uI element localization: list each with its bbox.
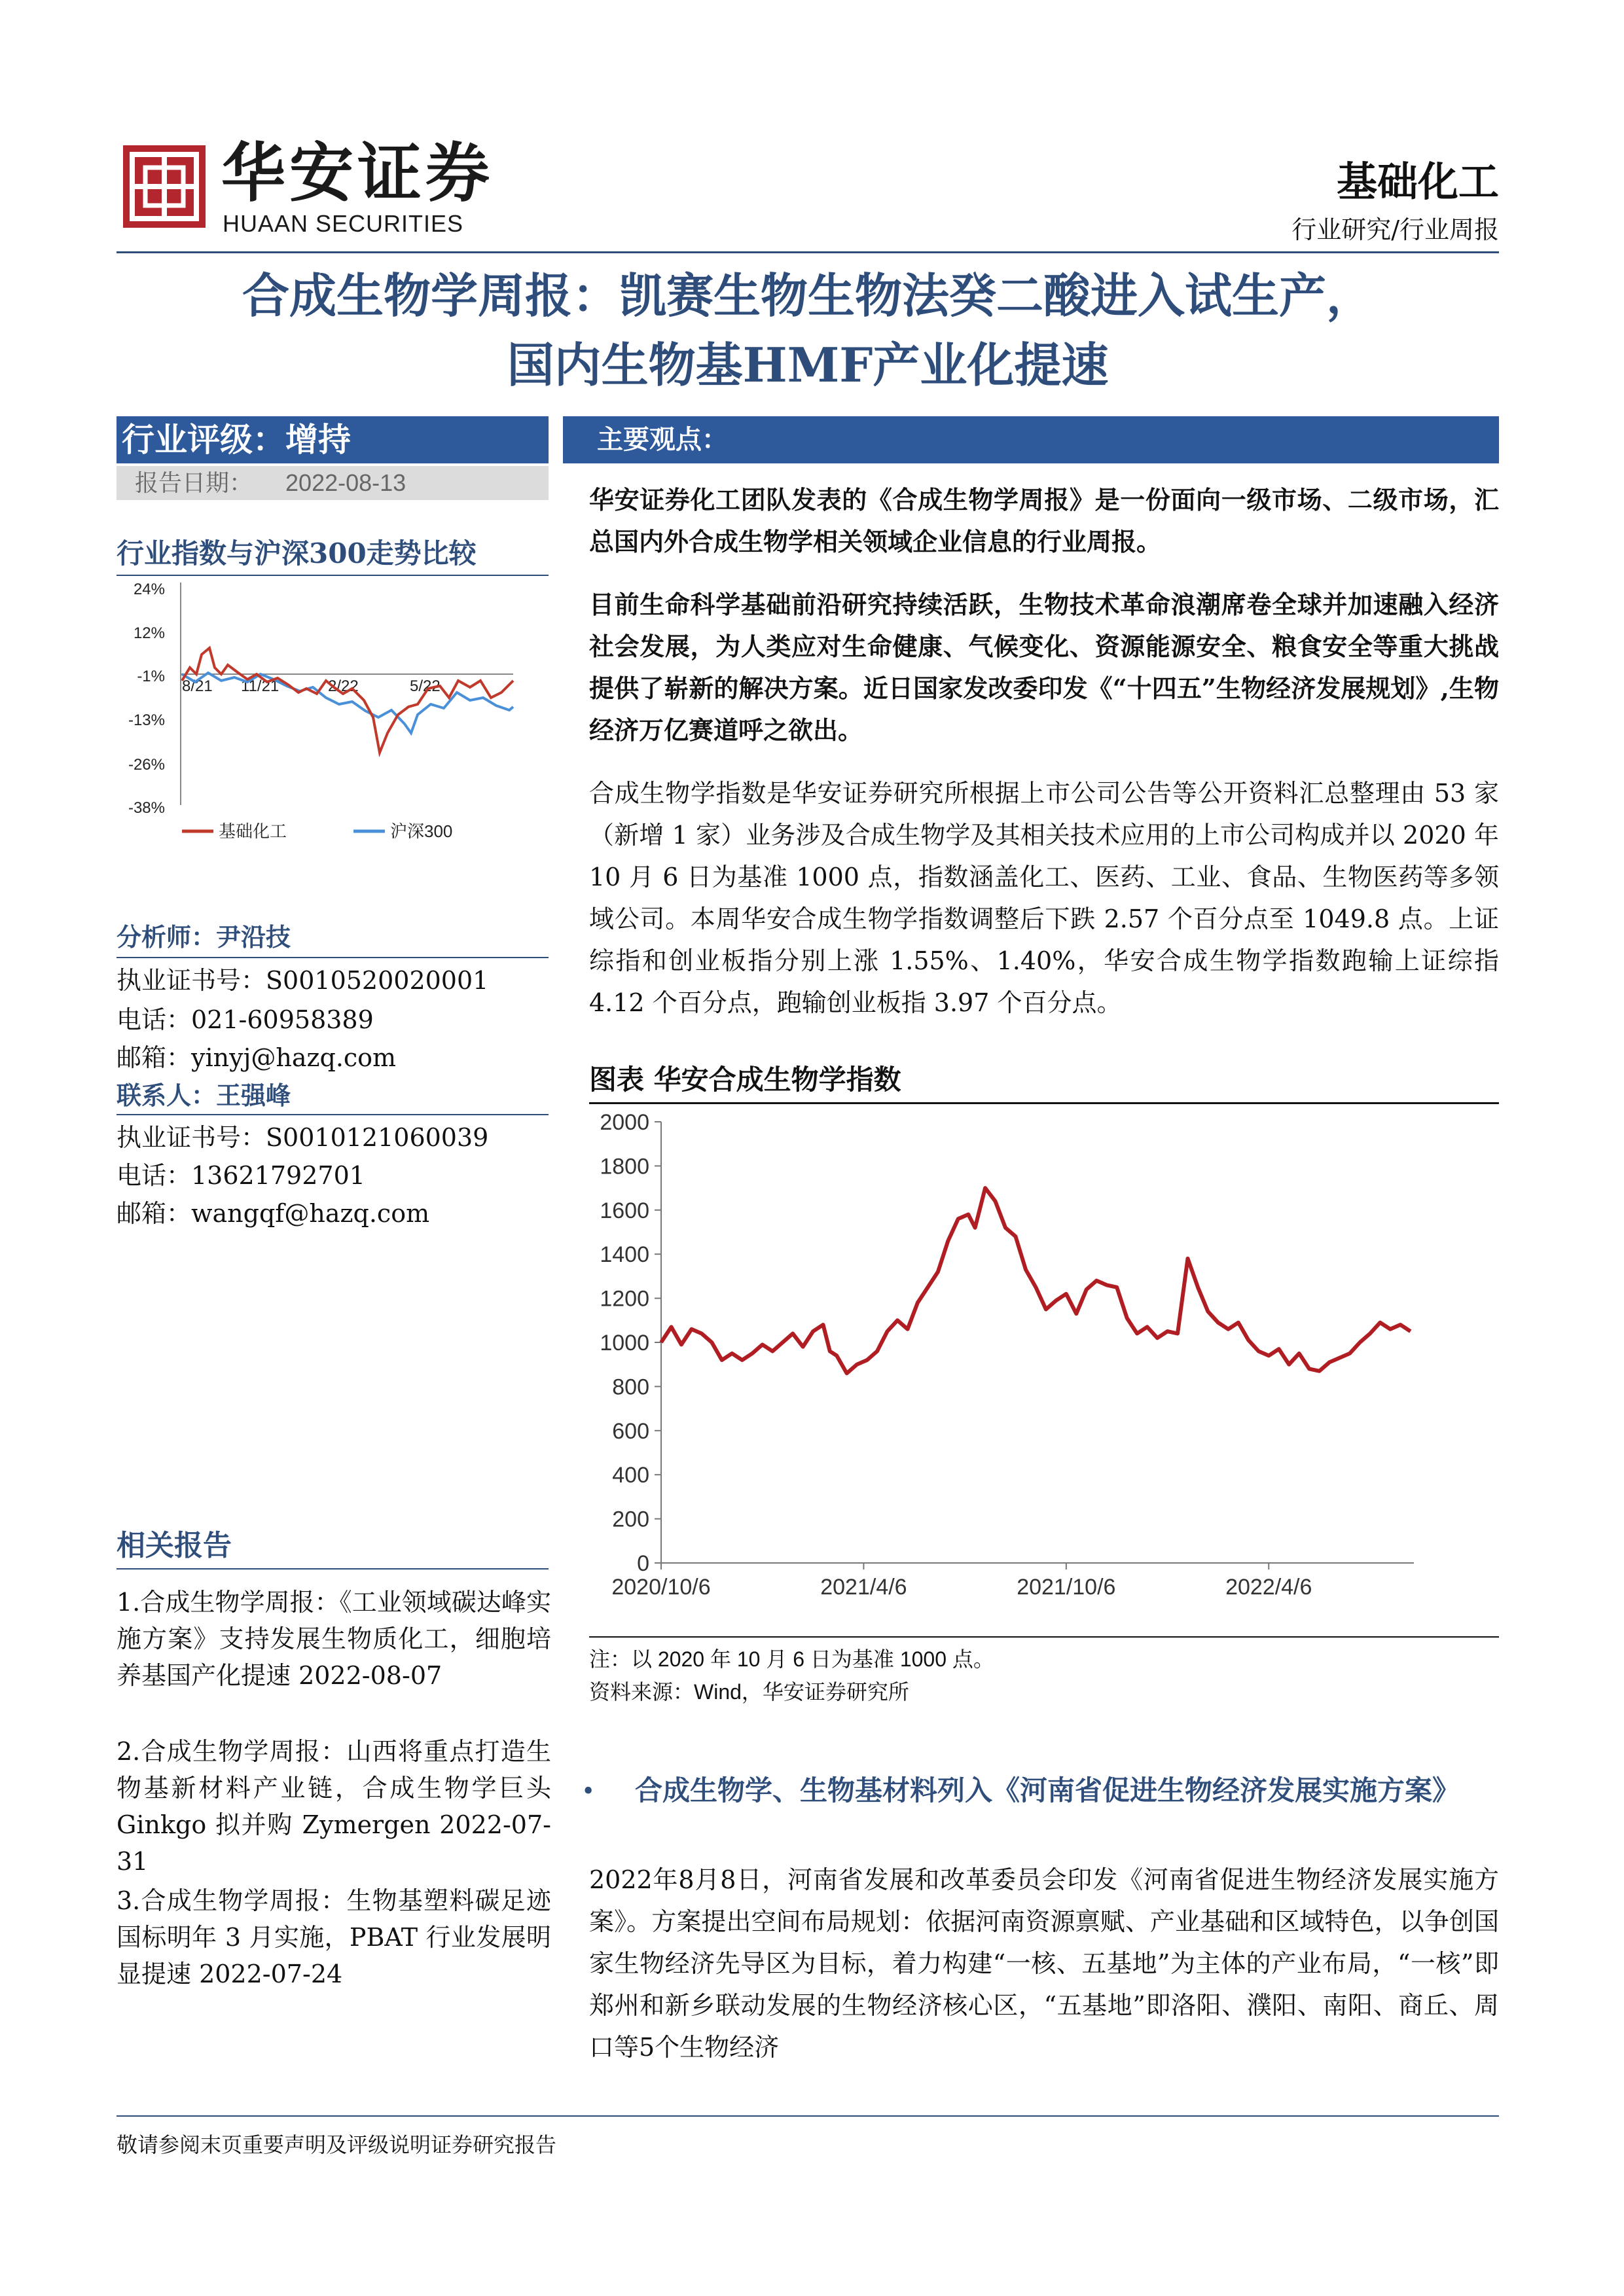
contact-label: 联系人：王强峰 [117,1081,291,1110]
analyst-rule [117,957,549,958]
report-title-line1: 合成生物学周报：凯赛生物生物法癸二酸进入试生产， [242,268,1373,323]
bullet-headline: 合成生物学、生物基材料列入《河南省促进生物经济发展实施方案》 [635,1774,1460,1806]
brand-cn: 华安证券 [221,135,494,211]
y-tick-label: 1000 [600,1331,649,1355]
contact-email[interactable]: 邮箱：wangqf@hazq.com [117,1199,430,1228]
main-views-bar [563,416,1499,463]
contact-phone: 电话：13621792701 [117,1161,365,1190]
logo-mark [122,144,207,229]
report-date-label: 报告日期： [135,470,253,497]
related-report-item[interactable]: 1.合成生物学周报：《工业领域碳达峰实施方案》支持发展生物质化工，细胞培养基国产化提速 2022-08-07 [117,1588,551,1690]
main-views-heading: 主要观点： [597,424,728,455]
mini-x-tick: 11/21 [241,677,280,695]
x-tick-label: 2021/4/6 [820,1575,907,1600]
y-tick-label: 800 [612,1374,649,1400]
bullet-icon: • [581,1778,596,1805]
chart-title-rule [589,1102,1499,1104]
analyst-email[interactable]: 邮箱：yinyj@hazq.com [117,1043,397,1072]
main-chart [589,1105,1499,1628]
sector-name: 基础化工 [1336,158,1499,206]
header-rule [117,251,1499,253]
report-category: 行业研究/行业周报 [1291,215,1499,244]
related-report-item[interactable]: 2.合成生物学周报：山西将重点打造生物基新材料产业链，合成生物学巨头 Ginkgo 拟并购 Zymergen 2022-07-31 [117,1737,551,1876]
y-tick-label: 0 [637,1551,649,1576]
y-tick-label: 200 [612,1507,649,1532]
paragraph-background: 目前生命科学基础前沿研究持续活跃，生物技术革命浪潮席卷全球并加速融入经济社会发展，为人类应对生命健康、气候变化、资源能源安全、粮食安全等重大挑战提供了崭新的解决方案。近日国家发改委印发《“十四五”生物经济发展规划》,生物经济万亿赛道呼之欲出。 [589,590,1499,745]
chart-title: 图表 华安合成生物学指数 [589,1064,901,1096]
related-report-item[interactable]: 3.合成生物学周报：生物基塑料碳足迹国标明年 3 月实施，PBAT 行业发展明显提速 2022-07-24 [117,1886,551,1988]
brand-en: HUAAN SECURITIES [223,210,464,237]
contact-cert: 执业证书号：S0010121060039 [117,1123,489,1152]
chart-bottom-rule [589,1636,1499,1638]
rating-label: 行业评级：增持 [122,420,351,459]
mini-line-sector [182,648,513,753]
y-tick-label: 400 [612,1463,649,1488]
mini-x-tick: 2/22 [328,677,359,695]
mini-y-tick: -38% [128,799,165,817]
analyst-cert: 执业证书号：S0010520020001 [117,966,489,995]
y-tick-label: 1800 [600,1154,649,1179]
mini-y-tick: -13% [128,711,165,729]
report-date-row [117,466,549,500]
analyst-label: 分析师：尹沿技 [117,922,291,952]
footer-rule [117,2115,1499,2117]
paragraph-intro: 华安证券化工团队发表的《合成生物学周报》是一份面向一级市场、二级市场，汇总国内外合成生物学相关领域企业信息的行业周报。 [589,485,1499,556]
footer-disclaimer: 敬请参阅末页重要声明及评级说明证券研究报告 [117,2132,557,2157]
mini-x-tick: 5/22 [410,677,441,695]
mini-chart [117,576,549,870]
mini-y-tick: 24% [133,581,165,598]
report-title-line2: 国内生物基HMF产业化提速 [507,337,1109,393]
x-tick-label: 2021/10/6 [1017,1575,1116,1600]
rating-bar [117,416,549,463]
y-tick-label: 2000 [600,1110,649,1135]
paragraph-henan: 2022年8月8日，河南省发展和改革委员会印发《河南省促进生物经济发展实施方案》。方案提出空间布局规划：依据河南资源禀赋、产业基础和区域特色，以争创国家生物经济先导区为目标，着力构建“一核、五基地”为主体的产业布局，“一核”即郑州和新乡联动发展的生物经济核心区，“五基地”即洛阳、濮阳、南阳、商丘、周口等5个生物经济 [589,1865,1499,2062]
report-date: 2022-08-13 [285,469,406,496]
related-rule [117,1568,549,1570]
y-tick-label: 1400 [600,1242,649,1268]
series-line [661,1188,1411,1373]
x-tick-label: 2020/10/6 [611,1575,711,1600]
y-tick-label: 1600 [600,1198,649,1223]
contact-rule [117,1114,549,1115]
mini-y-tick: -1% [137,668,165,685]
mini-y-tick: -26% [128,756,165,774]
y-tick-label: 600 [612,1418,649,1444]
chart-source: 资料来源：Wind，华安证券研究所 [589,1680,909,1704]
mini-legend-index: 沪深300 [390,821,453,841]
x-tick-label: 2022/4/6 [1225,1575,1312,1600]
mini-legend-sector: 基础化工 [219,821,287,841]
analyst-phone: 电话：021-60958389 [117,1005,374,1034]
chart-note: 注：以 2020 年 10 月 6 日为基准 1000 点。 [589,1647,994,1671]
mini-y-tick: 12% [133,624,165,642]
paragraph-index: 合成生物学指数是华安证券研究所根据上市公司公告等公开资料汇总整理由 53 家（新增 1 家）业务涉及合成生物学及其相关技术应用的上市公司构成并以 2020 年 10 月 6 日为基准 1000 点，指数涵盖化工、医药、工业、食品、生物医药等多领域公司。本周华安合成生物学指数调整后下跌 2.57 个百分点至 1049.8 点。上证综指和创业板指分别上涨 1.55%、1.40%，华安合成生物学指数跑输上证综指 4.12 个百分点，跑输创业板指 3.97 个百分点。 [589,779,1499,1017]
related-reports-heading: 相关报告 [117,1529,232,1562]
y-tick-label: 1200 [600,1286,649,1312]
mini-chart-title: 行业指数与沪深300走势比较 [117,537,477,569]
mini-x-tick: 8/21 [182,677,213,695]
